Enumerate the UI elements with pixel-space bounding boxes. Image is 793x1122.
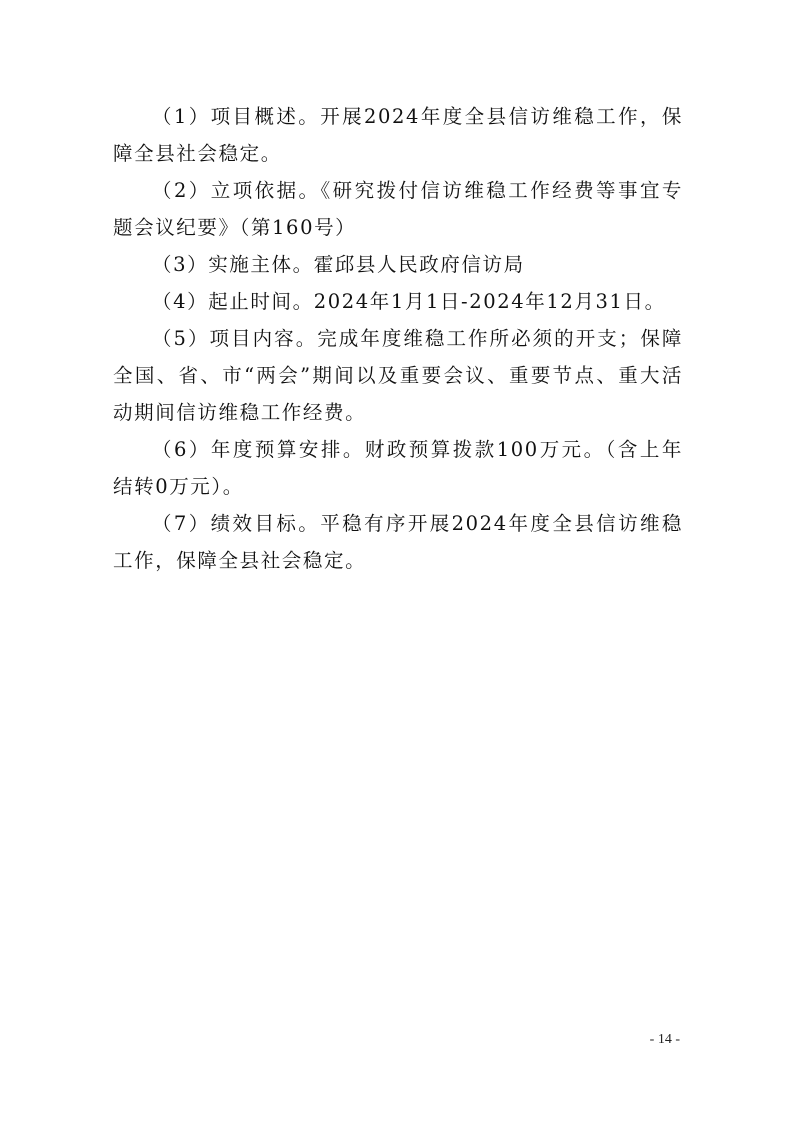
page-number: - 14 - (649, 1032, 680, 1047)
paragraph-implementer: （3）实施主体。霍邱县人民政府信访局 (152, 253, 525, 276)
document-body (113, 98, 683, 579)
paragraph-budget: （6）年度预算安排。财政预算拨款100万元。（含上年结转0万元）。 (113, 438, 683, 498)
paragraph-overview: （1）项目概述。开展2024年度全县信访维稳工作，保障全县社会稳定。 (113, 105, 683, 165)
paragraph-content: （5）项目内容。完成年度维稳工作所必须的开支；保障全国、省、市“两会”期间以及重要会议、重要节点、重大活动期间信访维稳工作经费。 (113, 327, 683, 424)
paragraph-basis: （2）立项依据。《研究拨付信访维稳工作经费等事宜专题会议纪要》（第160号） (113, 179, 683, 239)
paragraph-period: （4）起止时间。2024年1月1日-2024年12月31日。 (152, 290, 666, 313)
paragraph-goal: （7）绩效目标。平稳有序开展2024年度全县信访维稳工作，保障全县社会稳定。 (113, 512, 683, 572)
